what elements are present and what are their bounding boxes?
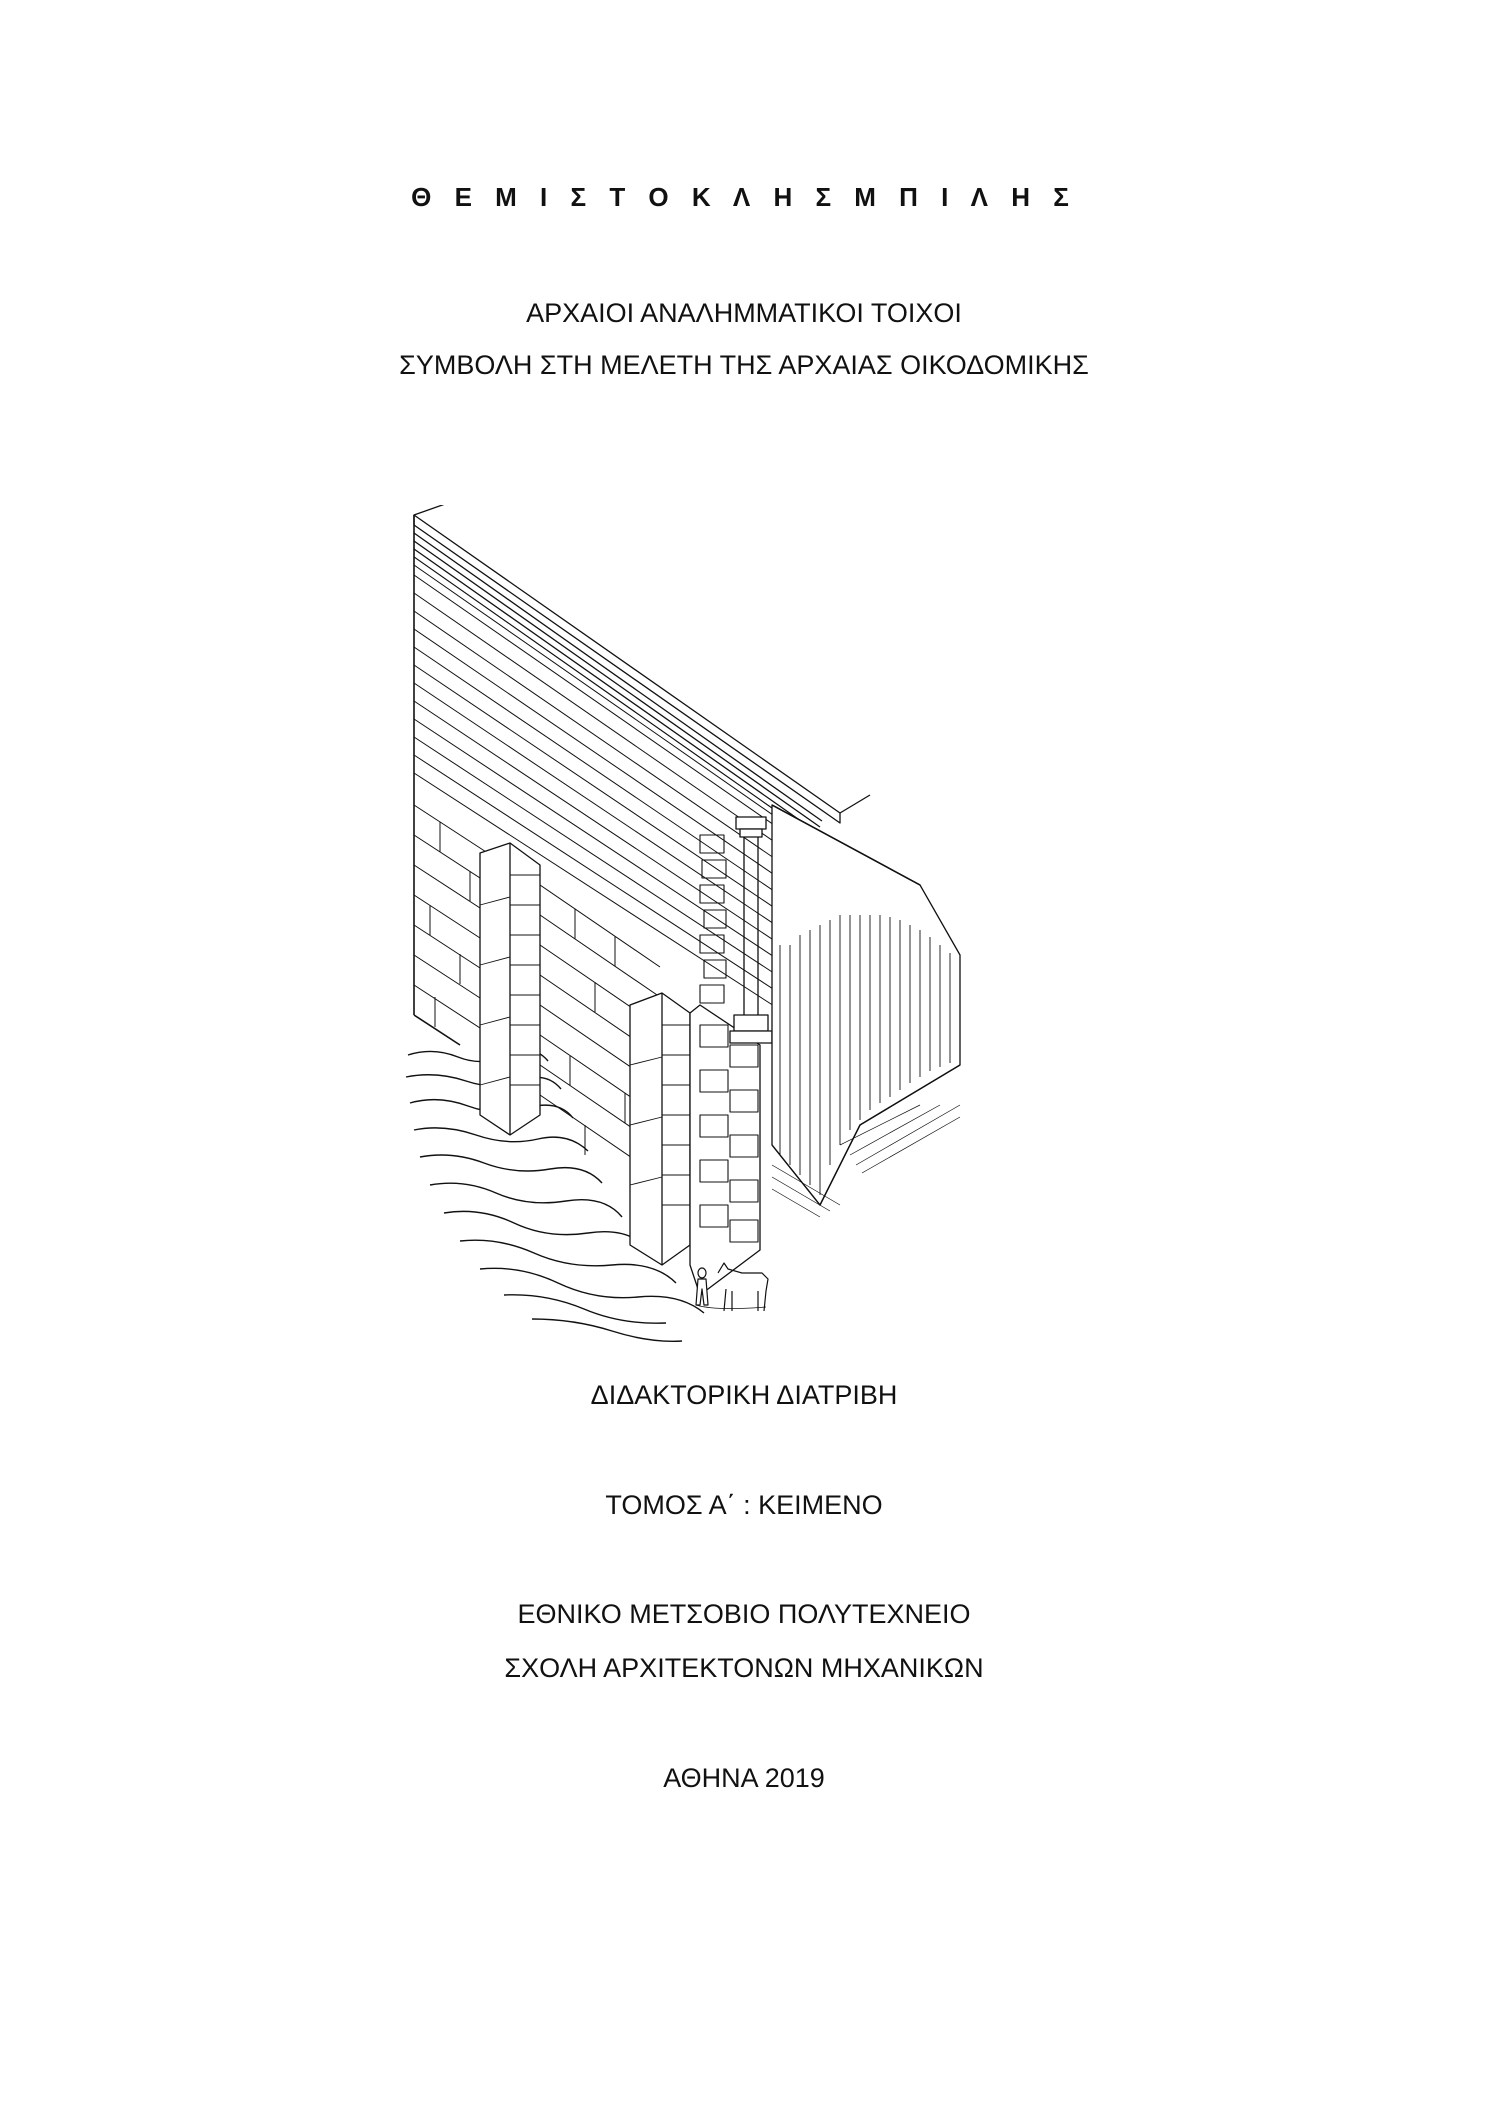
place-and-year: ΑΘΗΝΑ 2019 — [663, 1763, 825, 1793]
volume-label: ΤΟΜΟΣ Α΄ : ΚΕΙΜΕΝΟ — [605, 1490, 883, 1520]
retaining-wall-drawing-icon — [400, 505, 1060, 1350]
buttress-1 — [480, 843, 540, 1135]
school-name: ΣΧΟΛΗ ΑΡΧΙΤΕΚΤΟΝΩΝ ΜΗΧΑΝΙΚΩΝ — [504, 1653, 984, 1683]
earth-section — [772, 805, 960, 1205]
author-name: Θ Ε Μ Ι Σ Τ Ο Κ Λ Η Σ Μ Π Ι Λ Η Σ — [411, 182, 1077, 212]
institution-name: ΕΘΝΙΚΟ ΜΕΤΣΟΒΙΟ ΠΟΛΥΤΕΧΝΕΙΟ — [517, 1599, 971, 1629]
buttress-2 — [630, 993, 690, 1265]
title-line-1: ΑΡΧΑΙΟΙ ΑΝΑΛΗΜΜΑΤΙΚΟΙ ΤΟΙΧΟΙ — [526, 298, 962, 328]
title-line-2: ΣΥΜΒΟΛΗ ΣΤΗ ΜΕΛΕΤΗ ΤΗΣ ΑΡΧΑΙΑΣ ΟΙΚΟΔΟΜΙΚΗΣ — [399, 350, 1089, 380]
wall-end-rustication — [690, 835, 760, 1295]
thesis-type: ΔΙΔΑΚΤΟΡΙΚΗ ΔΙΑΤΡΙΒΗ — [590, 1380, 898, 1410]
column — [730, 817, 772, 1043]
wall-coping — [414, 505, 870, 839]
